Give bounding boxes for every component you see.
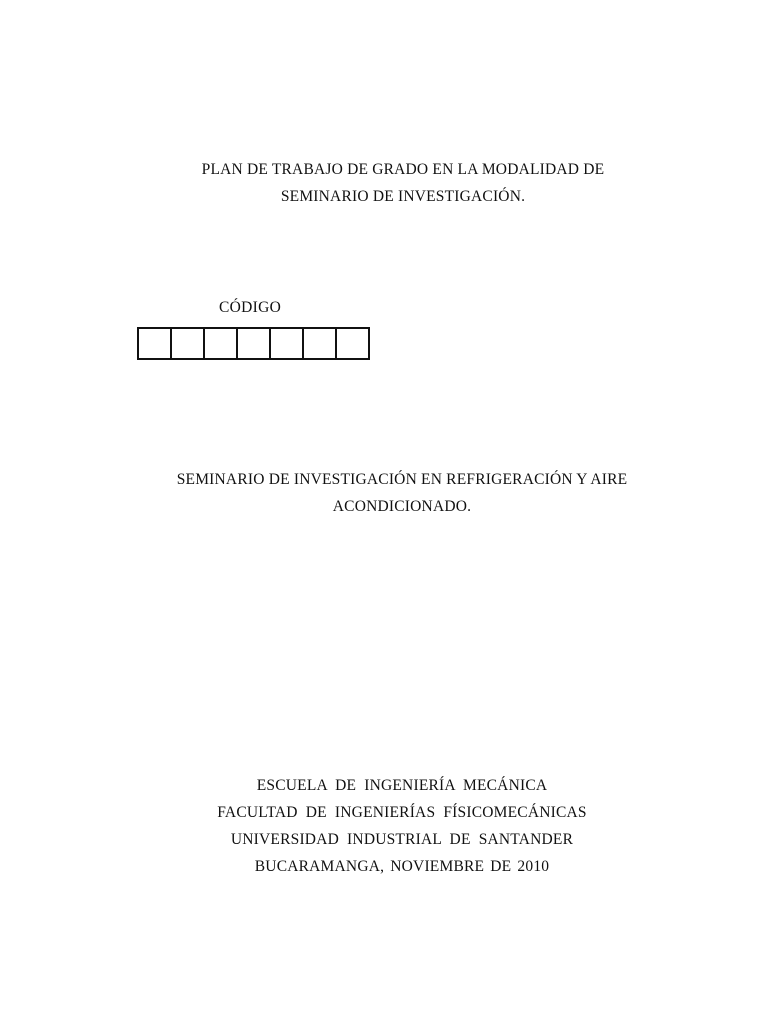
university-name: UNIVERSIDAD INDUSTRIAL DE SANTANDER [230,831,574,848]
code-label: CÓDIGO [219,299,282,316]
school-name: ESCUELA DE INGENIERÍA MECÁNICA [256,777,548,794]
seminar-title-line-1: SEMINARIO DE INVESTIGACIÓN EN REFRIGERACIÓN Y AIRE [176,471,628,488]
code-box [238,329,271,358]
document-title-line-1: PLAN DE TRABAJO DE GRADO EN LA MODALIDAD DE [201,161,605,178]
code-box [139,329,172,358]
code-box [172,329,205,358]
document-title-line-2: SEMINARIO DE INVESTIGACIÓN. [280,188,526,205]
place-and-date: BUCARAMANGA, NOVIEMBRE DE 2010 [254,858,550,875]
code-box [304,329,337,358]
code-box [205,329,238,358]
faculty-name: FACULTAD DE INGENIERÍAS FÍSICOMECÁNICAS [217,804,587,821]
code-boxes [137,327,370,360]
code-box [337,329,368,358]
seminar-title-line-2: ACONDICIONADO. [332,498,472,515]
code-box [271,329,304,358]
